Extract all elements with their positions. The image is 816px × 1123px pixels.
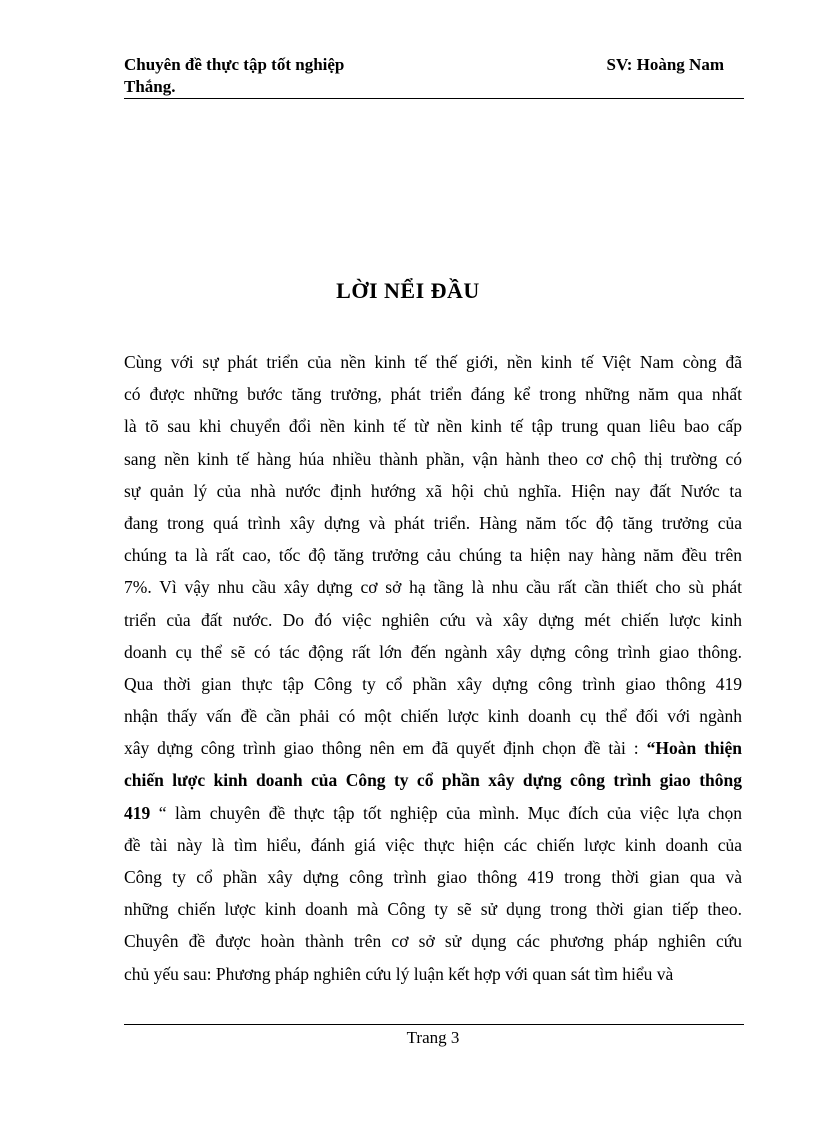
footer-rule bbox=[124, 1024, 744, 1025]
paragraph-line: 7%. Vì vậy nhu cầu xây dựng cơ sở hạ tầng là nhu cầu rất cần thiết cho sù phát bbox=[124, 577, 742, 598]
page-header bbox=[124, 54, 744, 99]
paragraph-line: là tõ sau khi chuyển đổi nền kinh tế từ nền kinh tế tập trung quan liêu bao cấp bbox=[124, 416, 742, 437]
paragraph-line: Qua thời gian thực tập Công ty cổ phần xây dựng công trình giao thông 419 bbox=[124, 673, 742, 694]
body-text bbox=[124, 346, 742, 990]
paragraph-line: có được những bước tăng trưởng, phát triển đáng kể trong những năm qua nhất bbox=[124, 384, 742, 405]
paragraph-line: những chiến lược kinh doanh mà Công ty sẽ sử dụng trong thời gian tiếp theo. bbox=[124, 899, 742, 920]
paragraph-line: Chuyên đề được hoàn thành trên cơ sở sử dụng các phương pháp nghiên cứu bbox=[124, 931, 742, 952]
thesis-topic-start: “Hoàn thiện bbox=[646, 738, 742, 759]
paragraph-line: sang nền kinh tế hàng húa nhiều thành phần, vận hành theo cơ chộ thị trường có bbox=[124, 448, 742, 469]
thesis-topic-end: 419 bbox=[124, 802, 151, 823]
header-left bbox=[124, 54, 344, 98]
line-text: xây dựng công trình giao thông nên em đã quyết định chọn đề tài : bbox=[124, 738, 647, 759]
paragraph-line: đề tài này là tìm hiểu, đánh giá việc thực hiện các chiến lược kinh doanh của bbox=[124, 834, 742, 855]
paragraph-line: sự quản lý của nhà nước định hướng xã hội chủ nghĩa. Hiện nay đất Nước ta bbox=[124, 480, 742, 501]
paragraph-line bbox=[124, 797, 742, 829]
header-student-name: SV: Hoàng Nam bbox=[606, 55, 724, 74]
paragraph-line: chủ yếu sau: Phương pháp nghiên cứu lý luận kết hợp với quan sát tìm hiểu và bbox=[124, 963, 674, 984]
paragraph-line: chúng ta là rất cao, tốc độ tăng trưởng cảu chúng ta hiện nay hàng năm đều trên bbox=[124, 545, 742, 566]
header-course-title: Chuyên đề thực tập tốt nghiệp bbox=[124, 55, 345, 74]
page-number: Trang 3 bbox=[406, 1028, 460, 1047]
thesis-topic: chiến lược kinh doanh của Công ty cổ phần xây dựng công trình giao thông bbox=[124, 770, 742, 791]
page-title: LỜI NỂI ĐẦU bbox=[336, 278, 480, 303]
paragraph-line: Cùng với sự phát triển của nền kinh tế thế giới, nền kinh tế Việt Nam còng đã bbox=[124, 352, 742, 372]
paragraph-line: nhận thấy vấn đề cần phải có một chiến lược kinh doanh cụ thể đối với ngành bbox=[124, 706, 742, 727]
header-student-name-cont: Thắng. bbox=[124, 77, 176, 96]
paragraph-line: doanh cụ thể sẽ có tác động rất lớn đến ngành xây dựng công trình giao thông. bbox=[124, 641, 742, 662]
paragraph-line: triển của đất nước. Do đó việc nghiên cứu và xây dựng mét chiến lược kinh bbox=[124, 609, 742, 630]
paragraph-line bbox=[124, 732, 742, 764]
line-text: “ làm chuyên đề thực tập tốt nghiệp của mình. Mục đích của việc lựa chọn bbox=[150, 802, 742, 823]
paragraph-line: đang trong quá trình xây dựng và phát triển. Hàng năm tốc độ tăng trưởng của bbox=[124, 512, 742, 533]
paragraph-line: Công ty cổ phần xây dựng công trình giao thông 419 trong thời gian qua và bbox=[124, 867, 742, 887]
